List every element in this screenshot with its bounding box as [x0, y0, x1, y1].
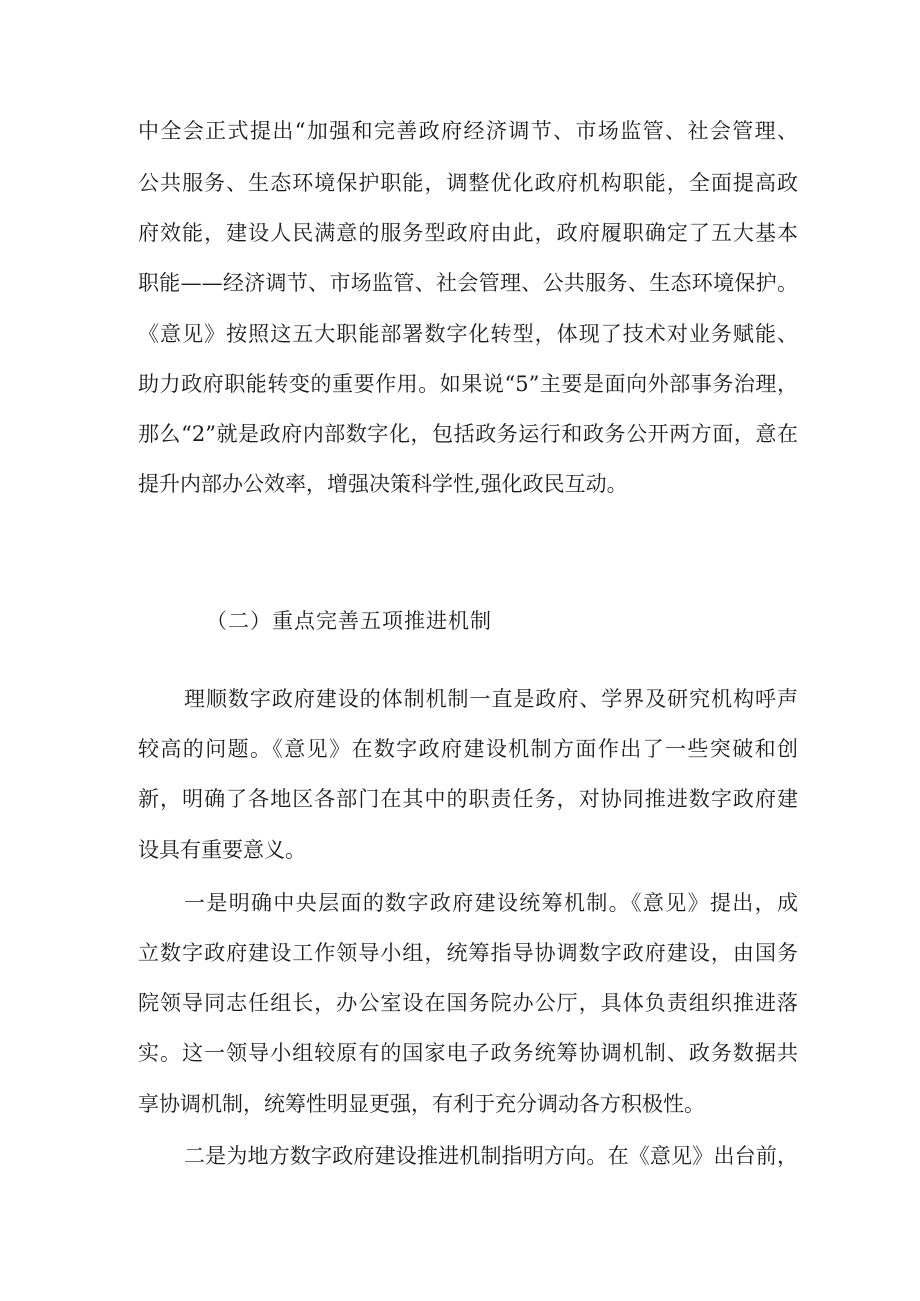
text-line: 理顺数字政府建设的体制机制一直是政府、学界及研究机构呼声 — [184, 687, 798, 711]
text-line: 二是为地方数字政府建设推进机制指明方向。在《意见》出台前， — [184, 1144, 798, 1168]
text-line: 助力政府职能转变的重要作用。如果说“5”主要是面向外部事务治理， — [138, 372, 798, 396]
section-heading: （二）重点完善五项推进机制 — [206, 609, 492, 633]
text-line: 享协调机制，统筹性明显更强，有利于充分调动各方积极性。 — [138, 1092, 705, 1116]
text-line: 府效能，建设人民满意的服务型政府由此，政府履职确定了五大基本 — [138, 221, 798, 245]
text-line: 较高的问题。《意见》在数字政府建设机制方面作出了一些突破和创 — [138, 737, 798, 761]
text-line: 设具有重要意义。 — [138, 838, 306, 862]
text-line: 那么“2”就是政府内部数字化，包括政务运行和政务公开两方面，意在 — [138, 422, 798, 446]
text-line: 中全会正式提出“加强和完善政府经济调节、市场监管、社会管理、 — [138, 119, 798, 143]
text-line: 实。这一领导小组较原有的国家电子政务统筹协调机制、政务数据共 — [138, 1041, 798, 1065]
text-line: 公共服务、生态环境保护职能，调整优化政府机构职能，全面提高政 — [138, 171, 798, 195]
text-line: 新，明确了各地区各部门在其中的职责任务，对协同推进数字政府建 — [138, 787, 798, 811]
text-line: 一是明确中央层面的数字政府建设统筹机制。《意见》提出，成 — [184, 891, 798, 915]
text-line: 提升内部办公效率，增强决策科学性,强化政民互动。 — [138, 472, 628, 496]
text-line: 立数字政府建设工作领导小组，统筹指导协调数字政府建设，由国务 — [138, 941, 798, 965]
text-line: 院领导同志任组长，办公室设在国务院办公厅，具体负责组织推进落 — [138, 991, 798, 1015]
text-line: 《意见》按照这五大职能部署数字化转型，体现了技术对业务赋能、 — [138, 322, 798, 346]
text-line: 职能——经济调节、市场监管、社会管理、公共服务、生态环境保护。 — [138, 271, 798, 295]
